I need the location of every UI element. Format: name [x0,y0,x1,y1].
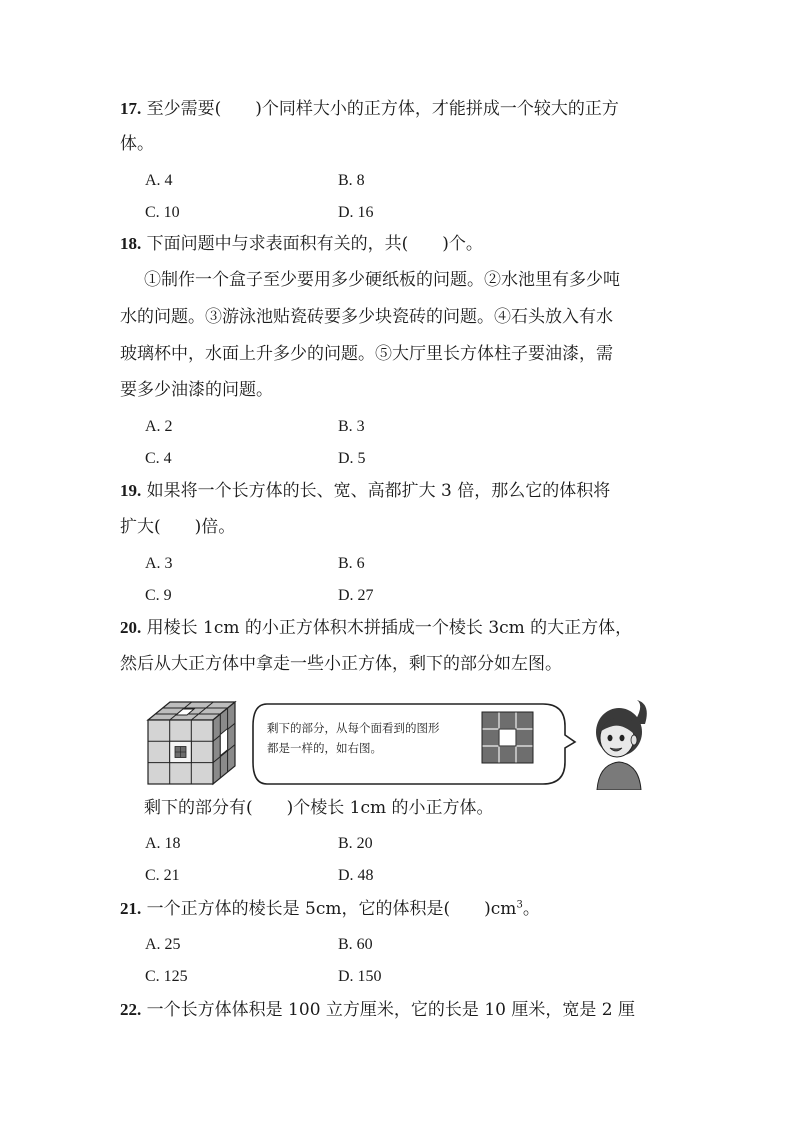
q17-line1 [120,98,619,120]
q19-option-c: C. 9 [145,587,172,604]
q20-line2: 然后从大正方体中拿走一些小正方体，剩下的部分如左图。 [120,654,562,674]
q20-option-a: A. 18 [145,835,181,852]
q21-option-b: B. 60 [338,936,373,953]
q22-line1 [120,999,635,1021]
q20-line1 [120,617,632,639]
q19-text: 如果将一个长方体的长、宽、高都扩大 3 倍，那么它的体积将 [146,481,611,501]
q20-figure [145,698,655,790]
q20-question: 剩下的部分有( )个棱长 1cm 的小正方体。 [144,798,494,818]
q21-superscript: 3 [516,899,523,911]
q19-option-a: A. 3 [145,555,173,572]
q20-option-c: C. 21 [145,867,180,884]
q17-option-b: B. 8 [338,172,365,189]
q18-text: 下面问题中与求表面积有关的，共( )个。 [146,234,483,254]
q18-body-line3: 玻璃杯中，水面上升多少的问题。⑤大厅里长方体柱子要油漆，需 [120,344,613,364]
q21-line1 [120,898,540,920]
q21-option-c: C. 125 [145,968,188,985]
speech-bubble [253,704,575,784]
q20-figure-svg [145,698,655,790]
q20-option-d: D. 48 [338,867,374,884]
bubble-line2: 都是一样的，如右图。 [267,741,382,755]
q20-text: 用棱长 1cm 的小正方体积木拼插成一个棱长 3cm 的大正方体， [146,618,633,638]
q21-option-a: A. 25 [145,936,181,953]
q18-option-a: A. 2 [145,418,173,435]
q18-number: 18. [120,234,142,253]
q21-option-d: D. 150 [338,968,382,985]
q19-line2: 扩大( )倍。 [120,517,236,537]
q17-number: 17. [120,99,142,118]
q18-body-line4: 要多少油漆的问题。 [120,380,273,400]
q18-line1 [120,233,483,255]
q22-text: 一个长方体体积是 100 立方厘米，它的长是 10 厘米，宽是 2 厘 [146,1000,635,1020]
q17-option-c: C. 10 [145,204,180,221]
q17-option-a: A. 4 [145,172,173,189]
bubble-line1: 剩下的部分，从每个面看到的图形 [267,721,440,735]
q18-option-c: C. 4 [145,450,172,467]
q21-text-end: 。 [522,899,540,919]
q18-body-line2: 水的问题。③游泳池贴瓷砖要多少块瓷砖的问题。④石头放入有水 [120,307,613,327]
q18-option-d: D. 5 [338,450,366,467]
q19-number: 19. [120,481,142,500]
q17-option-d: D. 16 [338,204,374,221]
face-view-grid [482,712,533,763]
q22-number: 22. [120,1000,142,1019]
q18-option-b: B. 3 [338,418,365,435]
q19-option-b: B. 6 [338,555,365,572]
q19-option-d: D. 27 [338,587,374,604]
cube-figure [148,702,235,784]
q20-number: 20. [120,618,142,637]
q19-line1 [120,480,610,502]
q21-number: 21. [120,899,142,918]
q17-line2: 体。 [120,134,154,154]
q18-body-line1: ①制作一个盒子至少要用多少硬纸板的问题。②水池里有多少吨 [144,270,620,290]
girl-illustration [596,700,647,790]
q21-text: 一个正方体的棱长是 5cm，它的体积是( )cm [146,899,517,919]
q17-text: 至少需要( )个同样大小的正方体，才能拼成一个较大的正方 [146,99,619,119]
q20-option-b: B. 20 [338,835,373,852]
